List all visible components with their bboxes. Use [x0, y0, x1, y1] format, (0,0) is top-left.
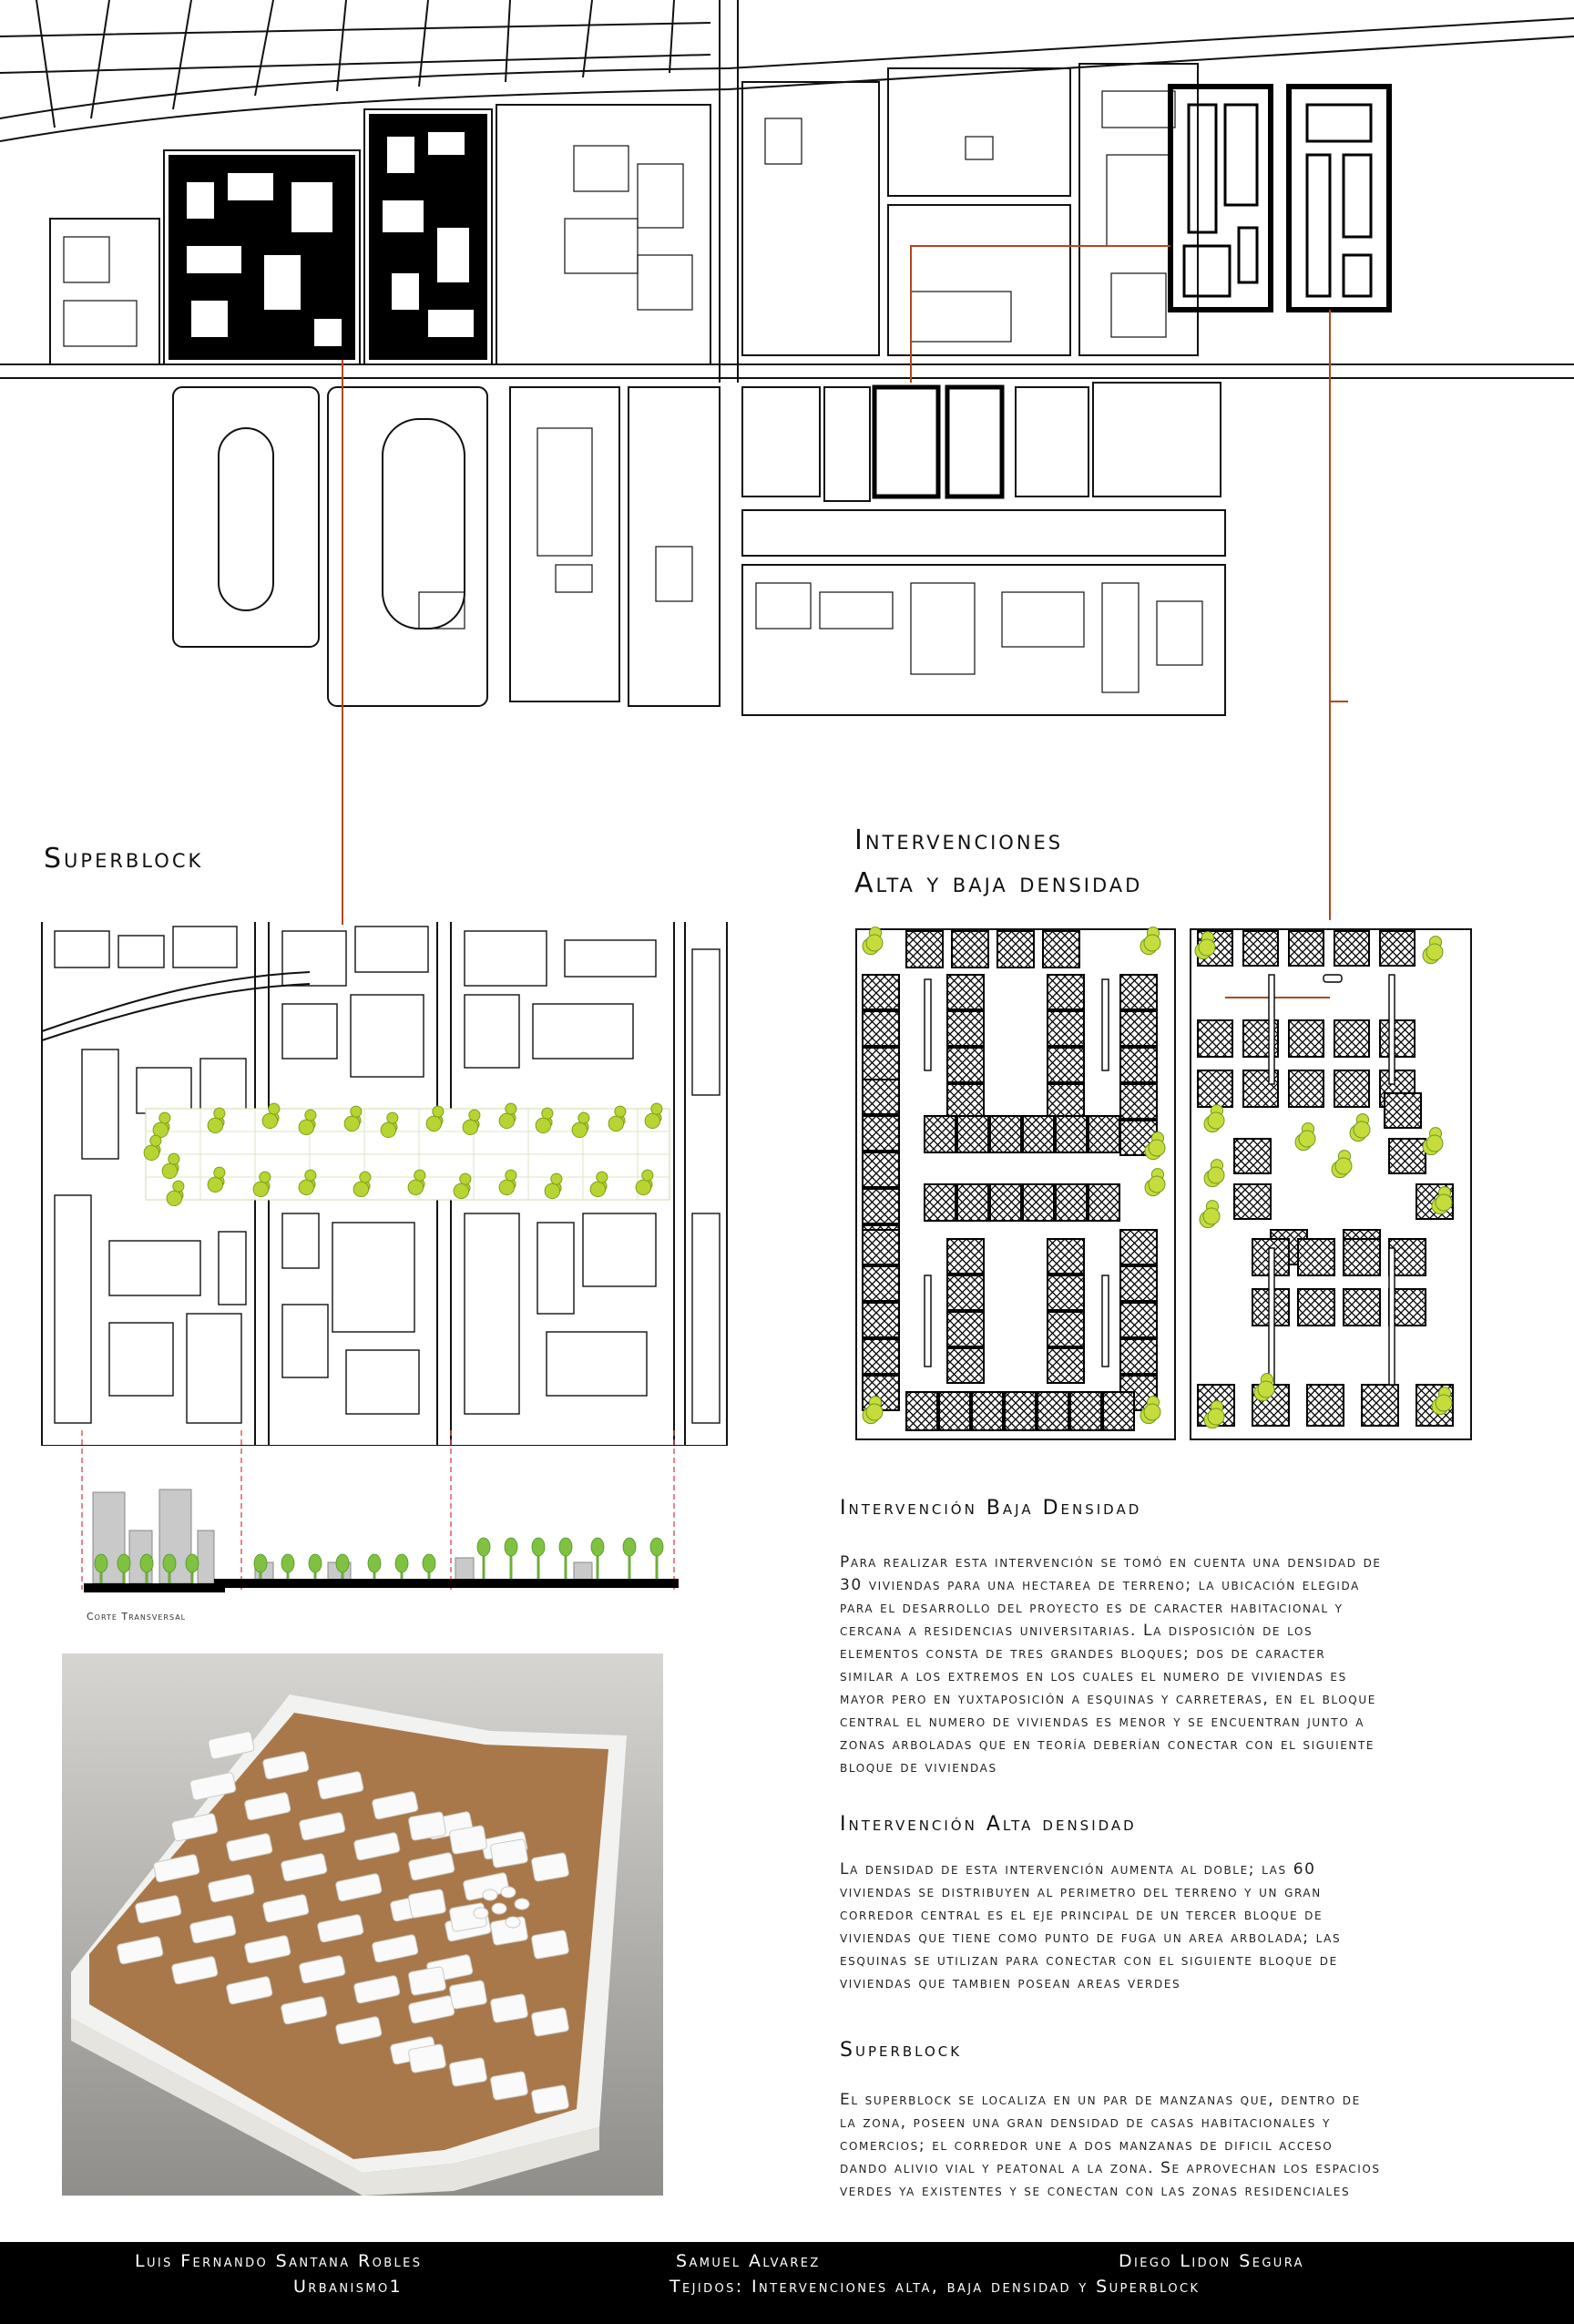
tree-icon — [623, 1538, 636, 1556]
house-block — [1043, 931, 1079, 967]
tree-icon — [1299, 1131, 1315, 1147]
tree-icon — [186, 1554, 199, 1572]
house-block — [1289, 1070, 1324, 1107]
paragraph-line: la zona, poseen una gran densidad de casas habitacionales y — [840, 2114, 1331, 2132]
tree-icon — [309, 1554, 322, 1572]
paragraph-line: elementos consta de tres grandes bloques; dos de caracter — [840, 1644, 1326, 1663]
tree-icon — [1208, 1167, 1224, 1183]
house-block — [990, 1184, 1021, 1221]
interventions-plan — [852, 911, 1480, 1449]
house-block — [1298, 1239, 1334, 1275]
paragraph-line: viviendas se distribuyen al perimetro del terreno y un gran — [840, 1883, 1322, 1901]
house-block — [1048, 1084, 1084, 1119]
house-block — [947, 1048, 984, 1082]
model-photo — [62, 1653, 663, 2196]
house-block — [1234, 1139, 1271, 1173]
house-block — [947, 1084, 984, 1119]
tree-icon — [532, 1538, 545, 1556]
tree-icon — [368, 1554, 381, 1572]
tree-icon — [305, 1110, 316, 1121]
house-block — [1056, 1116, 1087, 1152]
tree-icon — [162, 1163, 178, 1179]
house-block — [1048, 975, 1084, 1009]
house-block — [1389, 1139, 1426, 1173]
model-tree — [506, 1917, 520, 1928]
section-body-alta — [840, 1858, 1550, 1995]
tree-icon — [208, 1118, 223, 1133]
tree-icon — [1199, 939, 1215, 956]
tree-icon — [469, 1110, 480, 1121]
tree-icon — [454, 1183, 469, 1199]
tree-icon — [150, 1135, 161, 1146]
tree-icon — [214, 1108, 225, 1119]
house-block — [947, 1312, 984, 1346]
tree-icon — [542, 1108, 553, 1119]
house-block — [863, 1189, 899, 1223]
house-block — [957, 1116, 988, 1152]
tree-icon — [642, 1170, 653, 1181]
tree-icon — [1208, 1112, 1224, 1129]
model-tree — [474, 1908, 488, 1919]
house-block — [1120, 1303, 1157, 1337]
tree-icon — [536, 1118, 551, 1133]
house-block — [1380, 931, 1415, 966]
tree-icon — [1144, 1404, 1160, 1420]
paragraph-line: zonas arboladas que en teoría deberían conectar con el siguiente — [840, 1735, 1375, 1754]
tree-icon — [387, 1112, 398, 1123]
house-block — [1243, 931, 1278, 966]
house-block — [925, 1116, 956, 1152]
paragraph-line: dando alivio vial y peatonal a la zona. Se aprovechan los espacios — [840, 2159, 1381, 2177]
house-block — [1120, 1048, 1157, 1082]
tree-icon — [591, 1538, 604, 1556]
tree-icon — [433, 1106, 444, 1117]
model-tree — [515, 1899, 529, 1909]
paragraph-line: similar a los extremos en los cuales el numero de viviendas es — [840, 1667, 1347, 1685]
tree-icon — [144, 1145, 159, 1161]
tree-icon — [305, 1170, 316, 1181]
author-3: Diego Lidon Segura — [1119, 2251, 1304, 2271]
house-block — [1048, 1239, 1084, 1274]
paragraph-line: comercios; el corredor une a dos manzanas de dificil acceso — [840, 2136, 1334, 2155]
tree-icon — [1149, 1140, 1165, 1156]
tree-icon — [299, 1120, 314, 1135]
paragraph-line: mayor pero en yuxtaposición a esquinas y carreteras, en el bloque — [840, 1690, 1376, 1708]
author-2: Samuel Alvarez — [676, 2251, 821, 2271]
tree-icon — [572, 1122, 588, 1138]
tree-icon — [414, 1170, 425, 1181]
tree-icon — [608, 1116, 624, 1131]
model-tree — [483, 1889, 497, 1900]
house-block — [1307, 1385, 1344, 1426]
cross-section — [73, 1412, 692, 1622]
house-block — [1048, 1048, 1084, 1082]
house-block — [952, 931, 988, 967]
tree-icon — [173, 1181, 184, 1192]
tree-icon — [650, 1538, 663, 1556]
house-block — [1289, 931, 1324, 966]
house-block — [1023, 1184, 1054, 1221]
tree-icon — [1426, 944, 1443, 960]
tree-icon — [506, 1170, 516, 1181]
tree-icon — [344, 1116, 360, 1131]
tree-icon — [1258, 1381, 1274, 1397]
house-block — [1120, 1339, 1157, 1374]
tree-icon — [118, 1554, 130, 1572]
tree-icon — [269, 1103, 280, 1114]
project-title: Tejidos: Intervenciones alta, baja densidad y Superblock — [669, 2277, 1201, 2297]
paragraph-line: El superblock se localiza en un par de manzanas que, dentro de — [840, 2091, 1361, 2109]
paragraph-line: cercana a residencias universitarias. La disposición de los — [840, 1622, 1313, 1640]
tree-icon — [866, 1404, 883, 1420]
tree-icon — [1335, 1158, 1352, 1174]
house-block — [1344, 1239, 1380, 1275]
tree-icon — [578, 1112, 589, 1123]
house-block — [947, 1275, 984, 1310]
footer-bar — [0, 2242, 1574, 2324]
tree-icon — [360, 1172, 371, 1182]
course-name: Urbanismo1 — [293, 2277, 404, 2297]
paragraph-line: central el numero de viviendas es menor y se encuentran junto a — [840, 1713, 1365, 1731]
tree-icon — [426, 1116, 442, 1131]
tree-icon — [636, 1180, 651, 1195]
house-block — [863, 975, 899, 1009]
tree-icon — [253, 1182, 269, 1197]
tree-icon — [590, 1182, 606, 1197]
tree-icon — [460, 1173, 471, 1184]
house-block — [863, 1011, 899, 1046]
paragraph-line: para el desarrollo del proyecto es de caracter habitacional y — [840, 1599, 1344, 1617]
house-block — [990, 1116, 1021, 1152]
tree-icon — [214, 1167, 225, 1178]
tree-icon — [423, 1554, 435, 1572]
tree-icon — [545, 1183, 560, 1199]
house-block — [863, 1048, 899, 1082]
house-block — [1120, 1266, 1157, 1301]
house-block — [1385, 1093, 1421, 1128]
house-block — [863, 1152, 899, 1187]
house-block — [906, 931, 943, 967]
house-block — [1089, 1116, 1119, 1152]
house-block — [1120, 1011, 1157, 1046]
house-block — [1234, 1184, 1271, 1219]
tree-icon — [1354, 1121, 1370, 1138]
house-block — [863, 1230, 899, 1264]
house-block — [1089, 1184, 1119, 1221]
house-block — [863, 1303, 899, 1337]
model-tree — [501, 1887, 516, 1898]
paragraph-line: bloque de viviendas — [840, 1758, 997, 1776]
house-block — [1056, 1184, 1087, 1221]
house-block — [1048, 1011, 1084, 1046]
tree-icon — [1149, 1176, 1165, 1193]
house-block — [947, 975, 984, 1009]
house-block — [997, 931, 1034, 967]
section-caption: Corte Transversal — [87, 1611, 187, 1623]
house-block — [1103, 1392, 1134, 1430]
tree-icon — [408, 1180, 424, 1195]
tree-icon — [1426, 1135, 1443, 1152]
tree-icon — [395, 1554, 408, 1572]
tree-icon — [1144, 935, 1160, 951]
section-body-baja — [840, 1551, 1550, 1779]
house-block — [1362, 1385, 1398, 1426]
tree-icon — [254, 1554, 267, 1572]
tree-icon — [615, 1106, 626, 1117]
paragraph-line: Para realizar esta intervención se tomó en cuenta una densidad de — [840, 1553, 1382, 1572]
interventions-title-line1: Intervenciones — [854, 824, 1064, 856]
house-block — [1298, 1289, 1334, 1326]
model-tree — [492, 1903, 506, 1914]
tree-icon — [281, 1554, 294, 1572]
house-block — [1344, 1289, 1380, 1326]
house-block — [1037, 1392, 1068, 1430]
connector-lines — [0, 0, 1574, 1029]
tree-icon — [336, 1554, 349, 1572]
tree-icon — [95, 1554, 107, 1572]
tree-icon — [499, 1113, 515, 1129]
house-block — [1023, 1116, 1054, 1152]
house-block — [972, 1392, 1003, 1430]
tree-icon — [159, 1112, 170, 1123]
house-block — [863, 1266, 899, 1301]
house-block — [1380, 1020, 1415, 1057]
tree-icon — [651, 1103, 662, 1114]
house-block — [1120, 1230, 1157, 1264]
author-1: Luis Fernando Santana Robles — [135, 2251, 423, 2271]
house-block — [1120, 975, 1157, 1009]
tree-icon — [505, 1538, 517, 1556]
house-block — [1048, 1312, 1084, 1346]
tree-icon — [597, 1172, 608, 1182]
paragraph-line: La densidad de esta intervención aumenta al doble; las 60 — [840, 1860, 1316, 1879]
house-block — [947, 1348, 984, 1383]
house-block — [863, 1116, 899, 1151]
tree-icon — [140, 1554, 153, 1572]
tree-icon — [559, 1538, 572, 1556]
house-block — [1198, 1020, 1232, 1057]
section-title-superblock: Superblock — [840, 2039, 963, 2062]
house-block — [863, 1080, 899, 1114]
tree-icon — [1208, 1408, 1224, 1425]
tree-icon — [463, 1120, 478, 1135]
section-title-alta: Intervención Alta densidad — [840, 1813, 1137, 1836]
paragraph-line: corredor central es el eje principal de un tercer bloque de — [840, 1906, 1324, 1924]
superblock-plan — [36, 922, 729, 1446]
house-block — [939, 1392, 970, 1430]
paragraph-line: verdes ya existentes y se conectan con las zonas residenciales — [840, 2182, 1351, 2200]
house-block — [947, 1239, 984, 1274]
tree-icon — [866, 935, 883, 951]
house-block — [1005, 1392, 1036, 1430]
tree-icon — [1436, 1395, 1452, 1411]
tree-icon — [299, 1180, 314, 1195]
tree-icon — [353, 1182, 369, 1197]
tree-icon — [260, 1172, 271, 1182]
tree-icon — [167, 1191, 182, 1206]
tree-icon — [163, 1554, 176, 1572]
paragraph-line: 30 viviendas para una hectarea de terreno; la ubicación elegida — [840, 1576, 1360, 1594]
interventions-title-line2: Alta y baja densidad — [854, 867, 1143, 899]
tree-icon — [499, 1180, 515, 1195]
house-block — [1048, 1275, 1084, 1310]
tree-icon — [1203, 1208, 1220, 1224]
house-block — [863, 1339, 899, 1374]
tree-icon — [477, 1538, 490, 1556]
tree-icon — [551, 1173, 562, 1184]
paragraph-line: viviendas que tiene como punto de fuga un area arbolada; las — [840, 1929, 1342, 1947]
house-block — [1334, 931, 1369, 966]
tree-icon — [208, 1177, 223, 1193]
house-block — [1048, 1348, 1084, 1383]
tree-icon — [262, 1113, 278, 1129]
tree-icon — [351, 1106, 362, 1117]
paragraph-line: viviendas que tambien posean areas verdes — [840, 1974, 1181, 1992]
house-block — [1120, 1084, 1157, 1119]
house-block — [925, 1184, 956, 1221]
house-block — [1289, 1020, 1324, 1057]
house-block — [957, 1184, 988, 1221]
tree-icon — [506, 1103, 516, 1114]
house-block — [1198, 1070, 1232, 1107]
section-body-superblock — [840, 2089, 1550, 2203]
superblock-title: Superblock — [44, 843, 204, 875]
house-block — [1334, 1020, 1369, 1057]
paragraph-line: esquinas se utilizan para conectar con el siguiente bloque de — [840, 1951, 1338, 1970]
house-block — [906, 1392, 937, 1430]
tree-icon — [645, 1113, 660, 1129]
house-block — [1334, 1070, 1369, 1107]
tree-icon — [1436, 1194, 1452, 1211]
tree-icon — [381, 1122, 396, 1138]
house-block — [947, 1011, 984, 1046]
tree-icon — [169, 1153, 179, 1164]
house-block — [1070, 1392, 1101, 1430]
section-title-baja: Intervención Baja Densidad — [840, 1497, 1142, 1520]
